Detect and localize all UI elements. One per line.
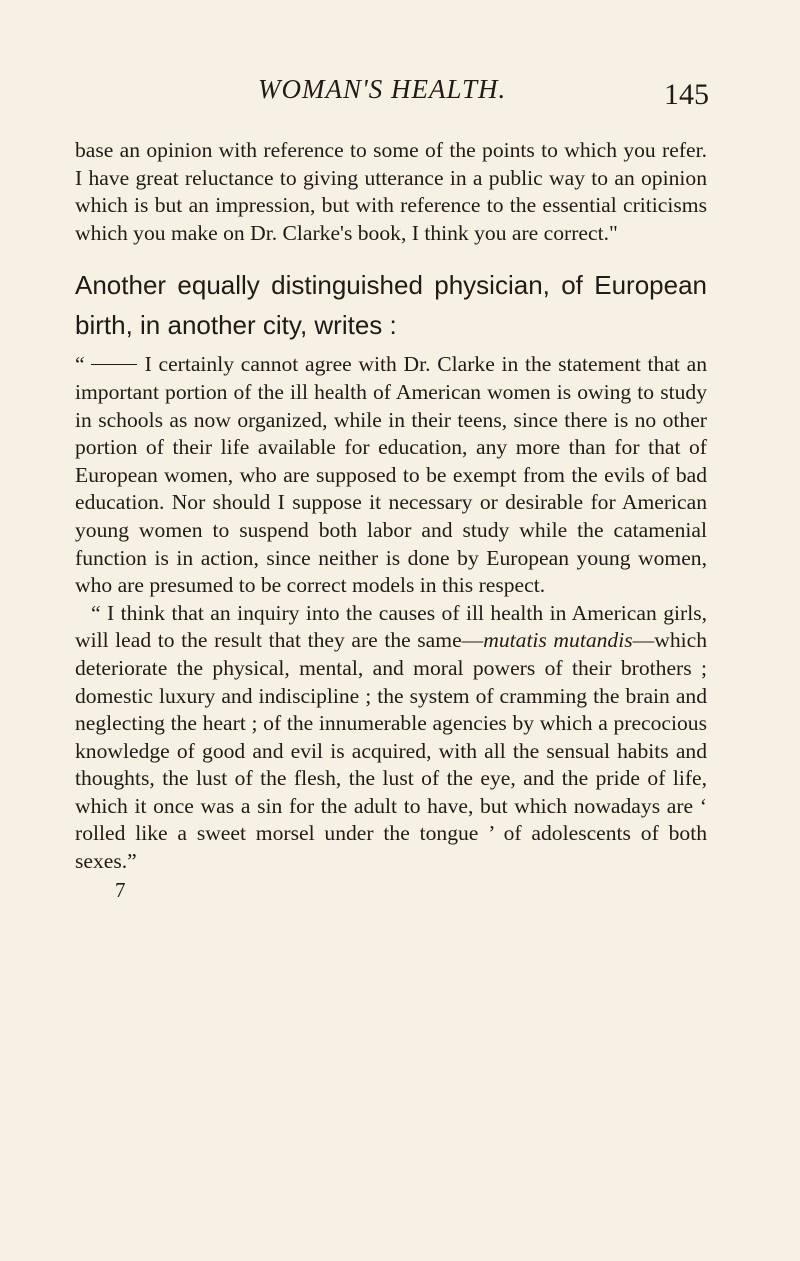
printer-signature-mark: 7 [115, 877, 126, 902]
running-title: WOMAN'S HEALTH. [258, 74, 507, 104]
paragraph-text-after-italic: —which deteriorate the physical, mental, and moral powers of their brothers ; domestic luxury and indiscipline ; the system of cramming the brain and neglecting the heart ; of the innumerable agencies by which a precocious knowledge of good and evil is acquired, with all the sensual habits and thoughts, the lust of the flesh, the lust of the eye, and the pride of life, which it once was a sin for the adult to have, but which nowadays are ‘ rolled like a sweet morsel under the tongue ’ of adolescents of both sexes.” [75, 628, 707, 874]
paragraph-continued-letter: base an opinion with reference to some of the points to which you refer. I have great reluctance to giving utterance in a public way to an opinion which is but an impression, but with reference to the essential criticisms which you make on Dr. Clarke's book, I think you are correct." [75, 138, 707, 245]
paragraph-quoted-letter-continued [75, 600, 707, 876]
page-number: 145 [664, 78, 709, 111]
italic-latin-phrase: mutatis mutandis [483, 628, 633, 653]
section-subheading: Another equally distinguished physician, of European birth, in another city, writes : [75, 270, 707, 341]
body-text [75, 137, 707, 902]
running-head [0, 74, 800, 114]
paragraph-quoted-letter-opening [75, 351, 707, 599]
paragraph-quoted-letter-text: I certainly cannot agree with Dr. Clarke in the statement that an important portion of the ill health of American women is owing to study in schools as now organized, while in their teens, since there is no other portion of their life available for education, any more than for that of European women, who are supposed to be exempt from the evils of bad education. Nor should I suppose it necessary or desirable for American young women to suspend both labor and study while the catamenial function is in action, since neither is done by European young women, who are presumed to be correct models in this respect. [75, 352, 707, 598]
name-omitted-dash [91, 364, 137, 365]
paragraph-text-before-italic: “ I think that an inquiry into the causes of ill health in American girls, will lead to the result that they are the same— [75, 600, 707, 653]
opening-quote-mark: “ [75, 352, 85, 377]
